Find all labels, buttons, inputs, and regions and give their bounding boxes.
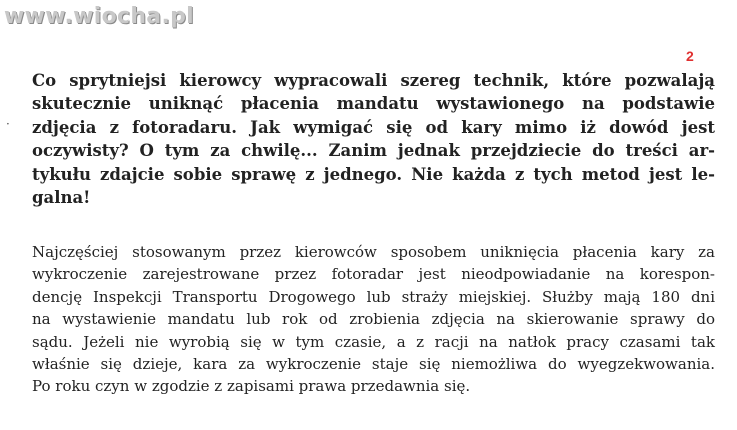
- body-line: na wystawienie mandatu lub rok od zrobienia zdjęcia na skierowanie sprawy do: [32, 310, 715, 329]
- body-line: Najczęściej stosowanym przez kierowców sposobem uniknięcia płacenia kary za: [32, 243, 715, 261]
- body-paragraph: [32, 241, 715, 398]
- lead-paragraph: [32, 69, 715, 209]
- watermark-logo: www.wiocha.pl: [4, 4, 194, 29]
- lead-line: zdjęcia z fotoradaru. Jak wymigać się od kary mimo iż dowód jest: [32, 117, 715, 137]
- lead-line: tykułu zdajcie sobie sprawę z jednego. Nie każda z tych metod jest le-: [32, 164, 715, 184]
- body-line: wykroczenie zarejestrowane przez fotoradar jest nieodpowiadanie na korespon-: [32, 265, 715, 284]
- lead-line: oczywisty? O tym za chwilę... Zanim jednak przejdziecie do treści ar-: [32, 141, 715, 161]
- body-line: dencję Inspekcji Transportu Drogowego lub straży miejskiej. Służby mają 180 dni: [32, 287, 715, 306]
- body-line: sądu. Jeżeli nie wyrobią się w tym czasie, a z racji na natłok pracy czasami tak: [32, 332, 715, 351]
- lead-line: Co sprytniejsi kierowcy wypracowali szereg technik, które pozwalają: [32, 71, 715, 90]
- body-line: właśnie się dzieje, kara za wykroczenie staje się niemożliwa do wyegzekwowania.: [32, 355, 715, 374]
- page-number: 2: [686, 48, 694, 64]
- lead-line: galna!: [32, 188, 91, 208]
- body-line: Po roku czyn w zgodzie z zapisami prawa przedawnia się.: [32, 377, 471, 396]
- margin-mark: ·: [6, 117, 10, 131]
- lead-line: skutecznie uniknąć płacenia mandatu wystawionego na podstawie: [32, 94, 715, 114]
